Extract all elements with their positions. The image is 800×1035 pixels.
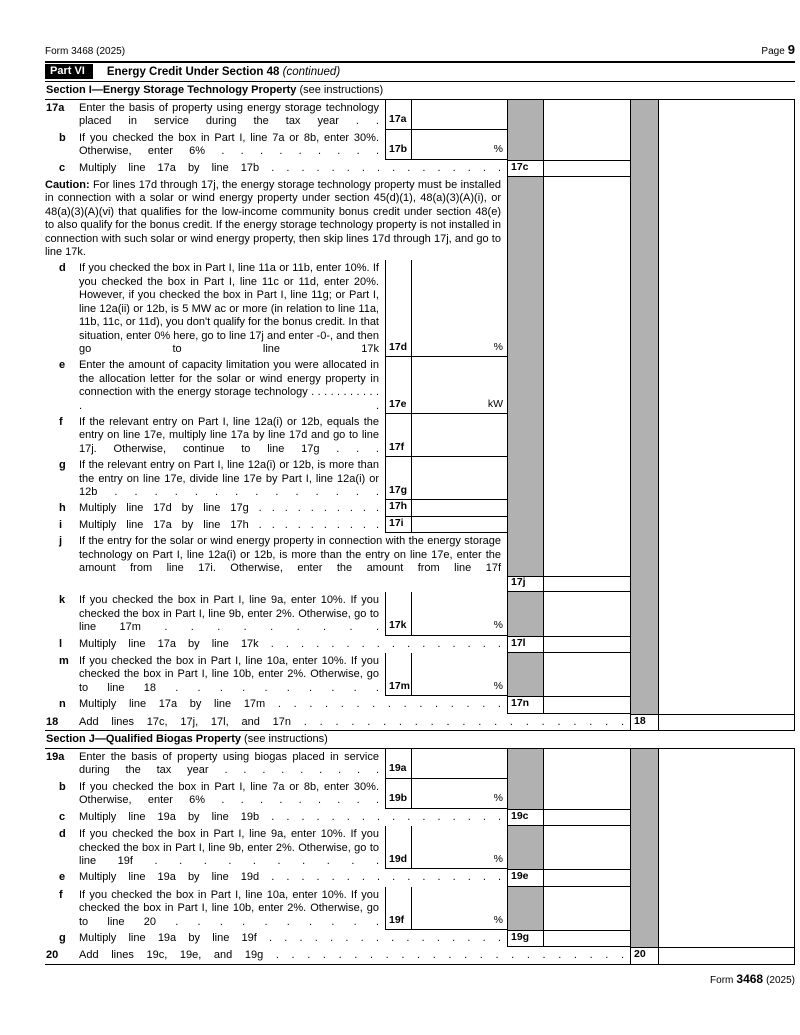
shaded-cell [507,414,543,457]
amount-cell [658,869,795,886]
page-word: Page [761,46,785,57]
caution-text [45,177,507,260]
line-description: Multiply line 17a by line 17b . . . . . . . . . . . . . . . . [79,161,501,174]
line-number: 19a [46,751,65,764]
page-number: 9 [787,42,795,57]
entry-field-18[interactable] [658,714,795,730]
shaded-cell [507,457,543,500]
entry-box-label: 19g [507,930,543,947]
amount-cell [658,533,795,576]
part-title-wrap [107,66,340,78]
shaded-cell [507,517,543,533]
section-j-title: Section J—Qualified Biogas Property [46,733,241,746]
shaded-cell [630,636,658,653]
entry-field-17d[interactable] [411,260,507,357]
spacer [45,576,507,592]
shaded-cell [630,500,658,516]
unit-suffix: % [493,792,503,805]
amount-cell [543,826,630,869]
entry-field-17c[interactable] [543,160,630,177]
entry-field-17b[interactable] [411,130,507,160]
line-number: e [59,871,66,884]
shaded-cell [630,779,658,809]
unit-suffix: % [493,340,503,353]
amount-cell [658,809,795,826]
form-row-17g [45,457,795,500]
line-number: m [59,655,69,668]
amount-cell [543,887,630,930]
line-description: Enter the amount of capacity limitation you were allocated in the allocation letter for the solar or wind energy property in connection with the energy storage technology . . . . . . . . . . . . . [79,359,379,412]
entry-box-label: 17l [507,636,543,653]
entry-box-label: 17f [385,414,411,457]
amount-cell [658,826,795,869]
shaded-cell [630,826,658,869]
shaded-cell [630,749,658,779]
unit-suffix: % [493,143,503,156]
shaded-cell [630,869,658,886]
amount-cell [658,160,795,177]
shaded-cell [630,592,658,635]
form-table [45,61,795,965]
shaded-cell [630,533,658,576]
shaded-cell [507,653,543,696]
entry-box-label: 19b [385,779,411,809]
shaded-cell [630,696,658,713]
line-description: If you checked the box in Part I, line 10a, enter 10%. If you checked the box in Part I, line 10b, enter 2%. Otherwise, go to line 20 . . . . . . . . . . [79,888,379,928]
amount-cell [658,357,795,414]
form-row-20 [45,947,795,963]
form-row-17a [45,100,795,130]
line-description: If you checked the box in Part I, line 7a or 8b, enter 30%. Otherwise, enter 6% . . . . . . . . . [79,131,379,158]
section-j-note: (see instructions) [241,733,328,746]
line-number: 17a [46,102,65,114]
line-number: l [59,637,63,650]
form-id: Form 3468 (2025) [45,46,126,57]
amount-cell [543,260,630,357]
line-number: d [59,262,66,275]
unit-suffix: % [493,619,503,632]
entry-field-17h[interactable] [411,500,507,516]
form-row-19f [45,887,795,930]
part-vi-header [45,61,795,82]
shaded-cell [630,517,658,533]
entry-box-label: 19a [385,749,411,779]
amount-cell [658,930,795,947]
entry-field-19f[interactable] [411,887,507,930]
line-number: d [59,828,66,841]
unit-suffix: % [493,852,503,865]
caution-lead: Caution: [45,179,90,192]
entry-box-label: 19c [507,809,543,826]
shaded-cell [630,100,658,130]
amount-cell [658,887,795,930]
line-description: If you checked the box in Part I, line 10a, enter 10%. If you checked the box in Part I, line 10b, enter 2%. Otherwise, go to line 18 . . . . . . . . . . [79,655,379,694]
amount-cell [543,592,630,635]
amount-cell [658,100,795,130]
amount-cell [543,517,630,533]
line-number: c [59,810,66,823]
line-number: f [59,888,63,901]
entry-box-label: 17b [385,130,411,160]
amount-cell [658,576,795,592]
line-number: f [59,415,63,428]
shaded-cell [630,260,658,357]
form-row-19d [45,826,795,869]
line-number: j [59,535,63,548]
entry-field-17n[interactable] [543,696,630,713]
line-description: Multiply line 19a by line 19b . . . . . . . . . . . . . . . . [79,810,501,823]
footer-year: (2025) [766,974,795,986]
shaded-cell [630,457,658,500]
shaded-cell [630,809,658,826]
footer-form-word: Form [710,974,734,986]
entry-box-label: 19d [385,826,411,869]
amount-cell [658,749,795,779]
form-row-17l [45,636,795,653]
amount-cell [658,696,795,713]
line-description: Multiply line 17a by line 17k . . . . . . . . . . . . . . . . [79,637,501,650]
line-description: If you checked the box in Part I, line 9a, enter 10%. If you checked the box in Part I, line 9b, enter 2%. Otherwise, go to line 19f . . . . . . . . . . [79,828,379,867]
part-continued: (continued) [282,65,341,78]
line-number: g [59,459,66,472]
line-description: Multiply line 19a by line 19d . . . . . . . . . . . . . . . . [79,871,501,884]
entry-box-label: 17h [385,500,411,516]
footer-form-number: 3468 [736,971,764,986]
amount-cell [543,533,630,576]
amount-cell [543,414,630,457]
shaded-cell [507,130,543,160]
part-label: Part VI [45,64,93,79]
shaded-cell [507,177,543,260]
line-number: b [59,780,66,793]
line-number: n [59,698,66,711]
section-i-note: (see instructions) [296,84,384,96]
line-number: h [59,502,66,515]
form-row-17n [45,696,795,713]
line-description: Multiply line 17d by line 17g . . . . . . . . . . [79,502,379,515]
line-description: Multiply line 17a by line 17h . . . . . . . . . . [79,518,379,531]
line-number: e [59,359,66,372]
amount-cell [658,500,795,516]
form-row-17e [45,357,795,414]
line-description: Enter the basis of property using biogas placed in service during the tax year . . . . . . . . . [79,751,379,777]
entry-field-17g[interactable] [411,457,507,500]
line-number: 18 [46,715,59,728]
entry-box-label: 20 [630,947,658,963]
entry-field-17e[interactable] [411,357,507,414]
line-number: 20 [46,949,59,962]
page-footer [45,972,795,986]
entry-field-19d[interactable] [411,826,507,869]
amount-cell [658,636,795,653]
form-row-19b [45,779,795,809]
line-description: If you checked the box in Part I, line 11a or 11b, enter 10%. If you checked the box in Part I, line 11c or 11d, enter 20%. However, if you checked the box in Part I, line 11g; or Part I, line 12a(ii) or 12b, is 5 MW ac or more (in relation to line 11a, 11b, 11c, or 11d), you don't qualify for the bonus credit. In that situation, enter 0% here, go to line 17j and enter -0-, and then go to line 17k [79,262,379,355]
entry-box-label: 17n [507,696,543,713]
line-number: c [59,161,66,174]
unit-suffix: kW [487,397,503,410]
section-j-heading [45,730,795,749]
form-row-17b [45,130,795,160]
shaded-cell [630,887,658,930]
page-indicator [761,42,795,57]
line-description: If you checked the box in Part I, line 7a or 8b, enter 30%. Otherwise, enter 6% . . . . . . . . . [79,780,379,807]
shaded-cell [630,576,658,592]
entry-field-17m[interactable] [411,653,507,696]
line-description: Multiply line 19a by line 19f . . . . . . . . . . . . . . . . [79,931,501,944]
line-description: If the relevant entry on Part I, line 12a(i) or 12b, equals the entry on line 17e, multiply line 17a by line 17d and go to line 17j. Otherwise, continue to line 17g . . . [79,415,379,455]
amount-cell [658,457,795,500]
amount-cell [658,779,795,809]
entry-box-label: 17d [385,260,411,357]
entry-box-label: 17g [385,457,411,500]
shaded-cell [507,500,543,516]
amount-cell [658,260,795,357]
amount-cell [543,653,630,696]
shaded-cell [507,887,543,930]
line-description: Multiply line 17a by line 17m . . . . . . . . . . . . . . . [79,698,501,711]
entry-field-17a[interactable] [411,100,507,130]
form-row-19c [45,809,795,826]
form-row-17j [45,533,795,592]
entry-box-label: 17i [385,517,411,533]
entry-field-17j[interactable] [543,576,630,592]
amount-cell [543,357,630,414]
amount-cell [658,130,795,160]
page-content [45,42,795,986]
line-number: b [59,131,66,144]
shaded-cell [630,177,658,260]
shaded-cell [507,357,543,414]
caution-body: For lines 17d through 17j, the energy storage technology property must be installed in connection with a solar or wind energy property under section 45(d)(1), 48(a)(3)(A)(i), or 48(a)(3)(A)(vi) that qualifies for the low-income community bonus credit under section 48(e) to also qualify for the bonus credit. If the energy storage technology property is not installed in connection with such solar or wind energy property, then skip lines 17d through 17j, and go to line 17k. [45,179,501,259]
entry-field-19c[interactable] [543,809,630,826]
line-description: Add lines 19c, 19e, and 19g . . . . . . . . . . . . . . . . . . . . . . . [79,949,624,962]
entry-field-19a[interactable] [411,749,507,779]
entry-box-label: 17c [507,160,543,177]
shaded-cell [507,592,543,635]
shaded-cell [507,100,543,130]
line-description: If the relevant entry on Part I, line 12a(i) or 12b, is more than the entry on line 17e, divide line 17e by Part I, line 12a(i) or 12b . . . . . . . . . . . . . . [79,459,379,498]
shaded-cell [630,130,658,160]
shaded-cell [507,826,543,869]
form-row-19a [45,749,795,779]
form-row-17c [45,160,795,177]
entry-field-17f[interactable] [411,414,507,457]
entry-field-20[interactable] [658,947,795,963]
amount-cell [543,457,630,500]
page-header [45,42,795,57]
form-row-19g [45,930,795,947]
line-description: Add lines 17c, 17j, 17l, and 17n . . . . . . . . . . . . . . . . . . . . . [79,715,624,728]
section-i-heading [45,82,795,100]
amount-cell [658,653,795,696]
entry-box-label: 17j [507,576,543,592]
shaded-cell [507,533,543,576]
form-row-19e [45,869,795,886]
form-row-17j-entry [45,576,795,592]
entry-field-17l[interactable] [543,636,630,653]
entry-box-label: 17e [385,357,411,414]
amount-cell [543,130,630,160]
shaded-cell [630,653,658,696]
shaded-cell [630,930,658,947]
amount-cell [658,592,795,635]
shaded-cell [507,779,543,809]
form-row-17k [45,592,795,635]
shaded-cell [507,749,543,779]
entry-field-17i[interactable] [411,517,507,533]
part-title: Energy Credit Under Section 48 [106,65,280,78]
form-row-17j-text [45,533,795,576]
entry-field-19g[interactable] [543,930,630,947]
entry-field-19e[interactable] [543,869,630,886]
shaded-cell [630,414,658,457]
entry-box-label: 19e [507,869,543,886]
line-number: i [59,518,63,531]
line-number: k [59,594,66,607]
line-description: If you checked the box in Part I, line 9a, enter 10%. If you checked the box in Part I, line 9b, enter 2%. Otherwise, go to line 17m . . . . . . . . . [79,594,379,634]
shaded-cell [630,357,658,414]
amount-cell [658,177,795,260]
entry-box-label: 18 [630,714,658,730]
entry-field-17k[interactable] [411,592,507,635]
line-number: g [59,931,66,944]
entry-box-label: 17a [385,100,411,130]
form-row-17m [45,653,795,696]
line-description: Enter the basis of property using energy storage technology placed in service during the tax year . . [79,102,379,128]
amount-cell [658,414,795,457]
entry-box-label: 17m [385,653,411,696]
line-description: If the entry for the solar or wind energy property in connection with the energy storage technology on Part I, line 12a(i) or 12b, is more than the entry on line 17e, enter the amount from line 17i. Otherwise, enter the amount from line 17f [79,535,501,574]
entry-box-label: 19f [385,887,411,930]
form-row-17f [45,414,795,457]
amount-cell [658,517,795,533]
amount-cell [543,100,630,130]
amount-cell [543,500,630,516]
unit-suffix: % [493,679,503,692]
entry-box-label: 17k [385,592,411,635]
form-row-17h [45,500,795,516]
form-row-18 [45,714,795,730]
shaded-cell [630,160,658,177]
amount-cell [543,177,630,260]
entry-field-19b[interactable] [411,779,507,809]
unit-suffix: % [493,913,503,926]
caution-row [45,177,795,260]
form-row-17i [45,517,795,533]
shaded-cell [507,260,543,357]
amount-cell [543,779,630,809]
section-i-title: Section I—Energy Storage Technology Property [46,84,297,96]
form-row-17d [45,260,795,357]
amount-cell [543,749,630,779]
